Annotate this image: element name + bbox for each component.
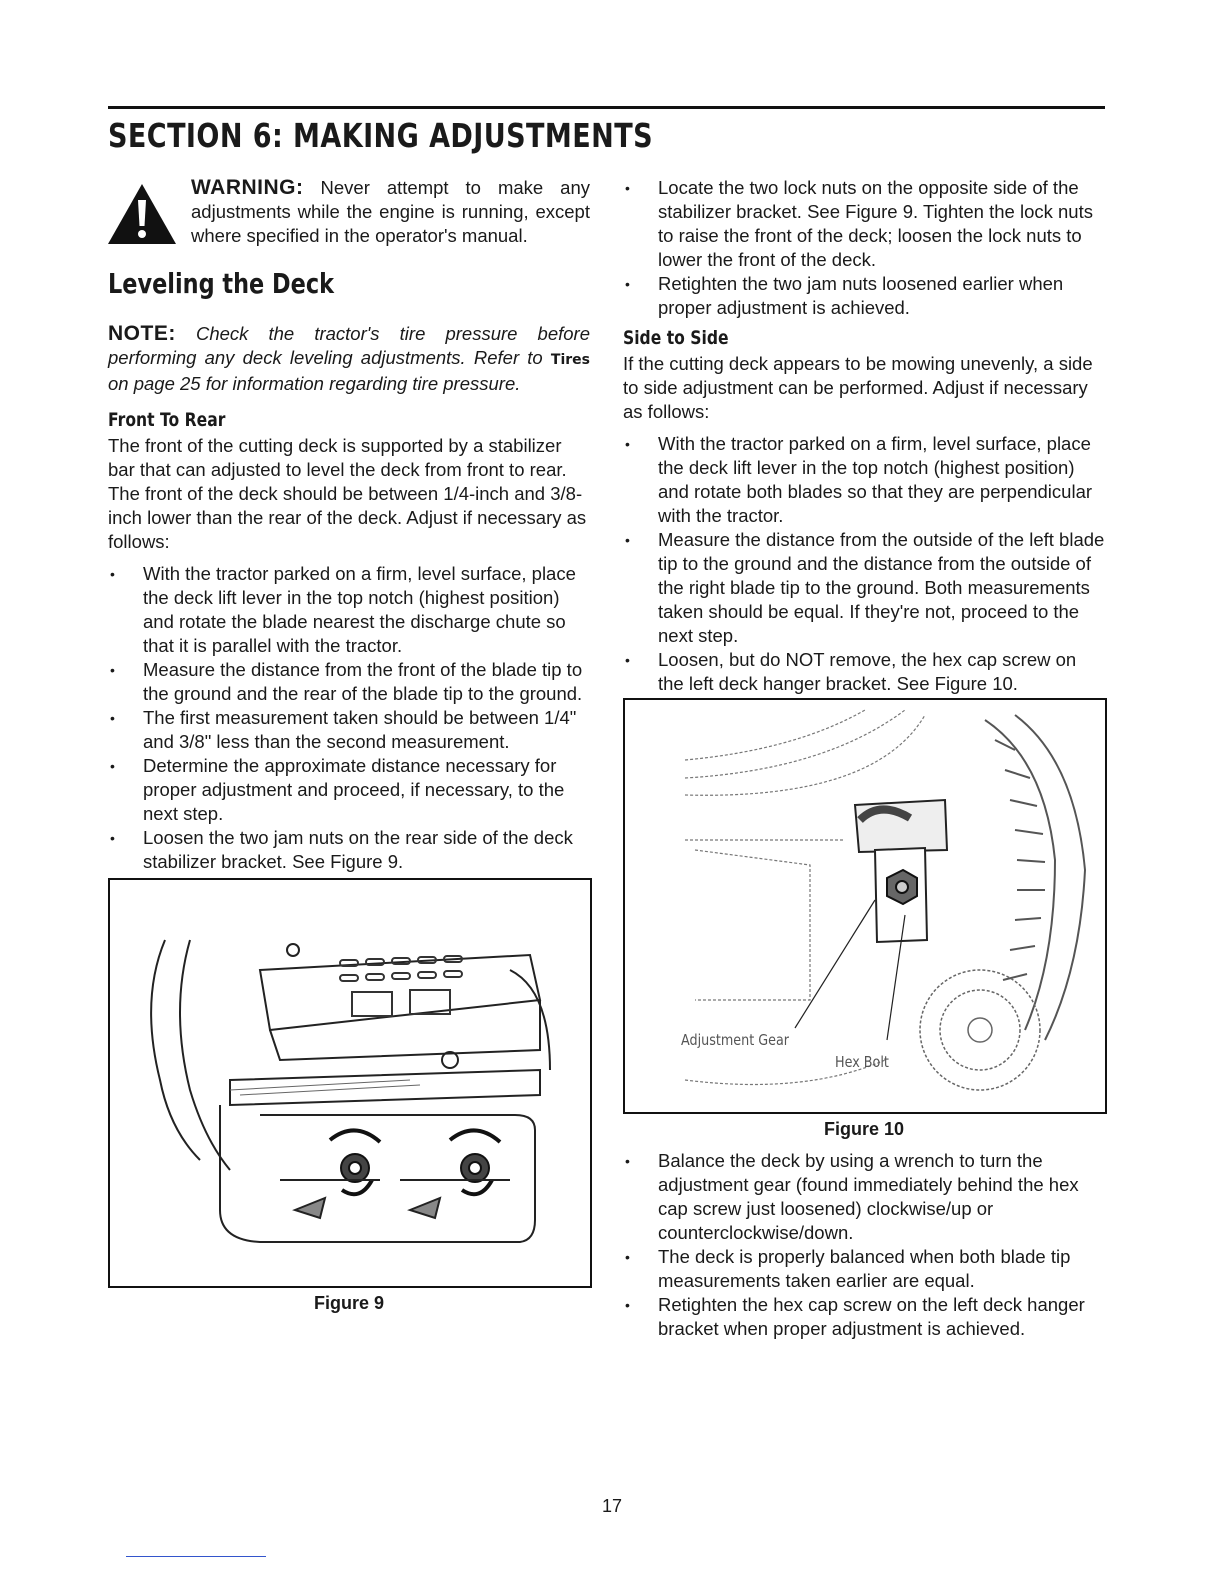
list-item: • The first measurement taken should be between 1/4" and 3/8" less than the second measurement. [108,706,590,754]
page-number: 17 [601,1496,623,1516]
list-item: • Retighten the hex cap screw on the left deck hanger bracket when proper adjustment is achieved. [623,1293,1105,1341]
list-item: • Determine the approximate distance necessary for proper adjustment and proceed, if necessary, to the next step. [108,754,590,826]
list-item: • Balance the deck by using a wrench to turn the adjustment gear (found immediately behind the hex cap screw just loosened) clockwise/up or counterclockwise/down. [623,1149,1105,1245]
list-item: • The deck is properly balanced when both blade tip measurements taken earlier are equal. [623,1245,1105,1293]
list-item: • Loosen, but do NOT remove, the hex cap screw on the left deck hanger bracket. See Figure 10. [623,648,1105,696]
figure-9-caption: Figure 9 [313,1293,384,1313]
gauge-wheel [920,970,1040,1090]
note-tires-reference: Tires [550,352,590,368]
list-item: • Locate the two lock nuts on the opposite side of the stabilizer bracket. See Figure 9. Tighten the lock nuts to raise the front of the deck; loosen the lock nuts to lower the front of the deck. [623,176,1105,272]
list-item: • Measure the distance from the front of the blade tip to the ground and the rear of the blade tip to the ground. [108,658,590,706]
jam-nut-right [461,1154,489,1182]
list-item: • Retighten the two jam nuts loosened earlier when proper adjustment is achieved. [623,272,1105,320]
right-column [623,176,1105,1341]
list-item: • With the tractor parked on a firm, level surface, place the deck lift lever in the top notch (highest position) and rotate both blades so that they are perpendicular with the tractor. [623,432,1105,528]
section-title: SECTION 6: MAKING ADJUSTMENTS [108,116,653,155]
footer-line [126,1556,266,1557]
warning-text: Never attempt to make any adjustments while the engine is running, except where specified in the operator's manual. [191,177,590,246]
figure-9-illustration [108,878,592,1288]
note [108,322,590,396]
label-hex-bolt: Hex Bolt [835,1053,889,1071]
warning-label: WARNING: [191,176,304,199]
front-to-rear-title: Front To Rear [108,409,226,431]
figure-10-caption: Figure 10 [823,1119,905,1139]
list-item: • Loosen the two jam nuts on the rear side of the deck stabilizer bracket. See Figure 9. [108,826,590,874]
hex-bolt [887,870,917,904]
side-to-side-title: Side to Side [623,327,729,349]
note-text-2: on page 25 for information regarding tire pressure. [108,373,521,394]
note-text-1: Check the tractor's tire pressure before performing any deck leveling adjustments. Refer to [108,323,591,368]
front-to-rear-steps [108,562,590,874]
warning-triangle-icon [106,182,178,246]
list-item: • With the tractor parked on a firm, level surface, place the deck lift lever in the top notch (highest position) and rotate the blade nearest the discharge chute so that it is parallel with the tractor. [108,562,590,658]
jam-nut-left [341,1154,369,1182]
label-adjustment-gear: Adjustment Gear [681,1031,790,1049]
deck-stabilizer-drawing [110,880,590,1286]
warning-block [108,176,590,248]
side-to-side-steps-continued [623,1149,1105,1341]
front-to-rear-intro: The front of the cutting deck is supported by a stabilizer bar that can adjusted to level the deck from front to rear. The front of the deck should be between 1/4-inch and 3/8-inch lower than the rear of the deck. Adjust if necessary as follows: [108,435,587,552]
side-to-side-steps [623,432,1105,696]
figure-10-illustration [623,698,1107,1114]
leveling-title: Leveling the Deck [108,267,335,300]
front-to-rear-steps-continued [623,176,1105,320]
header-rule [108,106,1105,109]
tire-drawing [985,715,1085,1040]
side-to-side-intro: If the cutting deck appears to be mowing unevenly, a side to side adjustment can be performed. Adjust if necessary as follows: [623,353,1093,422]
left-column [108,176,590,1315]
list-item: • Measure the distance from the outside of the left blade tip to the ground and the distance from the outside of the right blade tip to the ground. Both measurements taken should be equal. If they're not, proceed to the next step. [623,528,1105,648]
note-label: NOTE: [108,322,176,345]
